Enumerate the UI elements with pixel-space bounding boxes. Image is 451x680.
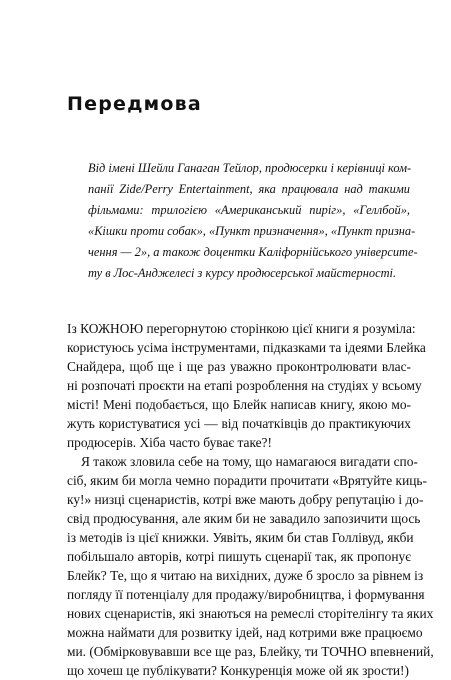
paragraph-line: свід продюсування, але яким би не завадило запозичити щось (67, 511, 421, 526)
paragraph (67, 452, 434, 680)
paragraph-line: із методів із цієї книжки. Уявіть, яким би став Голлівуд, якби (67, 530, 414, 545)
paragraph-line: жуть користуватися усі — від початківців до практикуючих (67, 416, 411, 431)
paragraph-line: можна наймати для розвитку ідей, над котрими вже працюємо (67, 625, 423, 640)
paragraph-line: місті! Мені подобається, що Блейк написав книгу, якою мо- (67, 397, 411, 412)
chapter-title: Передмова (67, 93, 202, 115)
epigraph-line: ту в Лос-Анджелесі з курсу продюсерської майстерності. (88, 266, 397, 280)
paragraph-line: Снайдера, щоб ще і ще раз уважно проконтролювати влас- (67, 359, 411, 374)
paragraph-line: що хочеш це публікувати? Конкуренція може ой як зрости!) (67, 663, 409, 678)
paragraph-line: Я також зловила себе на тому, що намагаюся вигадати спо- (81, 454, 418, 469)
epigraph-line: Від імені Шейли Ганаган Тейлор, продюсерки і керівниці ком- (88, 161, 412, 175)
paragraph-line: нових сценаристів, які знаються на ремеслі сторітелінгу та яких (67, 606, 434, 621)
epigraph-line: панії Zide/Perry Entertainment, яка працювала над такими (88, 182, 410, 196)
paragraph-line: ми. (Обмірковувавши все ще раз, Блейку, ти ТОЧНО впевнений, (67, 644, 434, 659)
epigraph-line: фільмами: трилогією «Американський пиріг», «Геллбой», (88, 203, 410, 217)
paragraph-line: продюсерів. Хіба часто буває таке?! (67, 435, 272, 450)
paragraph-line: сіб, яким би могла чемно порадити прочитати «Врятуйте киць- (67, 473, 427, 488)
paragraph-line: ку!» низці сценаристів, котрі вже мають добру репутацію і до- (67, 492, 424, 507)
paragraph-line: користуюсь усіма інструментами, підказками та ідеями Блейка (67, 340, 426, 355)
paragraph (67, 319, 426, 452)
paragraph-line: ні розпочаті проєкти на етапі розроблення на студіях у всьому (67, 378, 422, 393)
epigraph-line: «Кішки проти собак», «Пункт призначення», «Пункт призна- (88, 224, 416, 238)
body-text (67, 319, 434, 680)
epigraph-line: чення — 2», а також доцентки Каліфорнійського університе- (88, 245, 418, 259)
paragraph-line: Блейк? Те, що я читаю на вихідних, дуже б зросло за рівнем із (67, 568, 424, 583)
paragraph-line: Із КОЖНОЮ перегорнутою сторінкою цієї книги я розуміла: (67, 321, 416, 336)
epigraph (88, 158, 418, 284)
paragraph-line: погляду її потенціалу для продажу/виробництва, і формування (67, 587, 425, 602)
paragraph-line: побільшало авторів, котрі пишуть сценарії так, як пропонує (67, 549, 411, 564)
